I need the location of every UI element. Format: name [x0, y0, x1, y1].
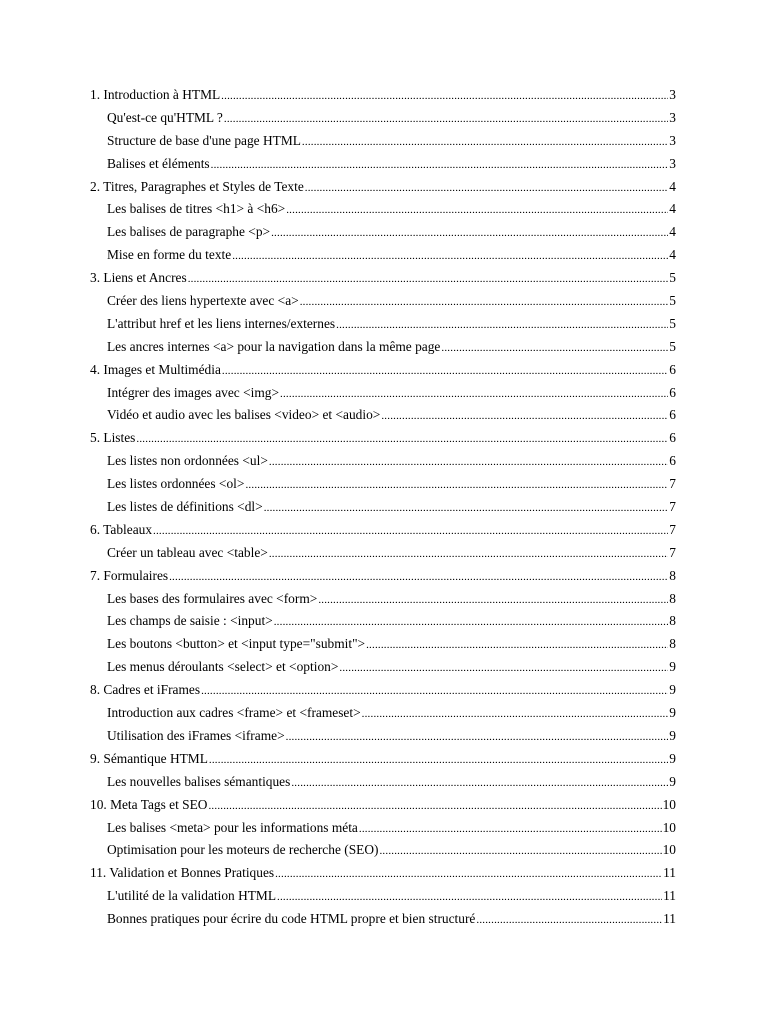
toc-entry-title: Vidéo et audio avec les balises <video> et <audio>	[107, 407, 381, 423]
toc-section-entry[interactable]	[90, 817, 676, 840]
toc-chapter-entry[interactable]	[90, 267, 676, 290]
dot-leader	[188, 268, 669, 291]
toc-section-entry[interactable]	[90, 473, 676, 496]
toc-entry-title: Créer un tableau avec <table>	[107, 544, 268, 560]
dot-leader	[274, 611, 669, 634]
dot-leader	[339, 657, 668, 680]
toc-entry-page-number: 9	[669, 682, 676, 698]
dot-leader	[211, 154, 669, 177]
toc-chapter-entry[interactable]	[90, 519, 676, 542]
toc-section-entry[interactable]	[90, 633, 676, 656]
toc-entry-page-number: 11	[663, 888, 676, 904]
toc-entry-page-number: 8	[669, 590, 676, 606]
toc-section-entry[interactable]	[90, 908, 676, 931]
dot-leader	[169, 566, 668, 589]
toc-entry-page-number: 7	[669, 544, 676, 560]
dot-leader	[245, 474, 668, 497]
dot-leader	[136, 428, 668, 451]
dot-leader	[476, 909, 662, 932]
dot-leader	[291, 772, 668, 795]
toc-entry-title: Mise en forme du texte	[107, 247, 232, 263]
toc-entry-title: 10. Meta Tags et SEO	[90, 796, 208, 812]
toc-section-entry[interactable]	[90, 588, 676, 611]
toc-entry-title: Créer des liens hypertexte avec <a>	[107, 293, 299, 309]
toc-entry-page-number: 11	[663, 865, 676, 881]
dot-leader	[305, 177, 669, 200]
dot-leader	[224, 108, 668, 131]
dot-leader	[359, 818, 662, 841]
dot-leader	[153, 520, 668, 543]
toc-entry-title: Les balises de paragraphe <p>	[107, 224, 271, 240]
toc-entry-page-number: 8	[669, 636, 676, 652]
dot-leader	[269, 451, 668, 474]
dot-leader	[318, 589, 668, 612]
dot-leader	[280, 383, 668, 406]
dot-leader	[379, 840, 661, 863]
toc-entry-title: Les ancres internes <a> pour la navigation dans la même page	[107, 338, 441, 354]
toc-entry-page-number: 4	[669, 247, 676, 263]
toc-chapter-entry[interactable]	[90, 679, 676, 702]
toc-entry-title: 6. Tableaux	[90, 521, 153, 537]
dot-leader	[362, 703, 669, 726]
dot-leader	[302, 131, 668, 154]
dot-leader	[336, 314, 668, 337]
toc-entry-page-number: 5	[669, 293, 676, 309]
toc-entry-page-number: 9	[669, 773, 676, 789]
toc-section-entry[interactable]	[90, 496, 676, 519]
toc-entry-page-number: 9	[669, 705, 676, 721]
dot-leader	[275, 863, 662, 886]
toc-section-entry[interactable]	[90, 839, 676, 862]
toc-entry-page-number: 3	[669, 87, 676, 102]
table-of-contents	[90, 84, 676, 931]
toc-section-entry[interactable]	[90, 244, 676, 267]
toc-entry-page-number: 7	[669, 521, 676, 537]
toc-chapter-entry[interactable]	[90, 748, 676, 771]
toc-section-entry[interactable]	[90, 382, 676, 405]
dot-leader	[222, 360, 668, 383]
toc-entry-page-number: 10	[662, 842, 676, 858]
toc-entry-title: L'utilité de la validation HTML	[107, 888, 277, 904]
dot-leader	[264, 497, 669, 520]
toc-entry-title: Qu'est-ce qu'HTML ?	[107, 109, 223, 125]
dot-leader	[269, 543, 668, 566]
toc-entry-page-number: 5	[669, 315, 676, 331]
toc-entry-title: 8. Cadres et iFrames	[90, 682, 201, 698]
dot-leader	[286, 199, 668, 222]
toc-entry-page-number: 3	[669, 155, 676, 171]
toc-entry-page-number: 6	[669, 361, 676, 377]
toc-entry-title: Les listes de définitions <dl>	[107, 499, 263, 515]
dot-leader	[441, 337, 668, 360]
toc-entry-page-number: 7	[669, 499, 676, 515]
dot-leader	[381, 405, 668, 428]
toc-section-entry[interactable]	[90, 450, 676, 473]
dot-leader	[221, 85, 668, 108]
toc-entry-title: 7. Formulaires	[90, 567, 169, 583]
toc-section-entry[interactable]	[90, 153, 676, 176]
toc-chapter-entry[interactable]	[90, 176, 676, 199]
toc-entry-page-number: 4	[669, 201, 676, 217]
toc-entry-page-number: 11	[663, 911, 676, 927]
toc-entry-title: Les menus déroulants <select> et <option>	[107, 659, 339, 675]
toc-entry-page-number: 9	[669, 750, 676, 766]
dot-leader	[201, 680, 668, 703]
dot-leader	[209, 749, 668, 772]
toc-entry-page-number: 7	[669, 476, 676, 492]
toc-entry-title: 1. Introduction à HTML	[90, 87, 221, 102]
toc-section-entry[interactable]	[90, 404, 676, 427]
toc-entry-title: Intégrer des images avec <img>	[107, 384, 280, 400]
toc-chapter-entry[interactable]	[90, 565, 676, 588]
toc-entry-page-number: 5	[669, 270, 676, 286]
toc-entry-page-number: 10	[662, 796, 676, 812]
dot-leader	[300, 291, 669, 314]
dot-leader	[208, 795, 661, 818]
toc-entry-title: 3. Liens et Ancres	[90, 270, 187, 286]
toc-entry-page-number: 3	[669, 109, 676, 125]
dot-leader	[286, 726, 669, 749]
toc-entry-page-number: 10	[662, 819, 676, 835]
toc-entry-page-number: 8	[669, 567, 676, 583]
dot-leader	[232, 245, 668, 268]
toc-entry-title: Balises et éléments	[107, 155, 210, 171]
toc-section-entry[interactable]	[90, 702, 676, 725]
toc-section-entry[interactable]	[90, 130, 676, 153]
toc-entry-page-number: 9	[669, 659, 676, 675]
toc-section-entry[interactable]	[90, 885, 676, 908]
toc-chapter-entry[interactable]	[90, 427, 676, 450]
toc-entry-title: Les boutons <button> et <input type="submit">	[107, 636, 366, 652]
toc-section-entry[interactable]	[90, 656, 676, 679]
toc-section-entry[interactable]	[90, 198, 676, 221]
toc-chapter-entry[interactable]	[90, 794, 676, 817]
toc-entry-page-number: 3	[669, 132, 676, 148]
toc-entry-title: Les listes non ordonnées <ul>	[107, 453, 268, 469]
toc-entry-page-number: 6	[669, 407, 676, 423]
dot-leader	[277, 886, 662, 909]
toc-entry-page-number: 5	[669, 338, 676, 354]
toc-section-entry[interactable]	[90, 107, 676, 130]
toc-section-entry[interactable]	[90, 725, 676, 748]
toc-entry-title: 9. Sémantique HTML	[90, 750, 208, 766]
toc-entry-title: 5. Listes	[90, 430, 136, 446]
toc-section-entry[interactable]	[90, 542, 676, 565]
toc-entry-page-number: 8	[669, 613, 676, 629]
toc-entry-page-number: 6	[669, 384, 676, 400]
dot-leader	[366, 634, 668, 657]
toc-entry-title: L'attribut href et les liens internes/externes	[107, 315, 336, 331]
toc-entry-title: 4. Images et Multimédia	[90, 361, 221, 377]
toc-entry-title: 2. Titres, Paragraphes et Styles de Texte	[90, 178, 304, 194]
toc-section-entry[interactable]	[90, 290, 676, 313]
toc-entry-title: Les listes ordonnées <ol>	[107, 476, 245, 492]
toc-entry-title: Utilisation des iFrames <iframe>	[107, 727, 285, 743]
toc-entry-title: Introduction aux cadres <frame> et <frameset>	[107, 705, 361, 721]
toc-entry-page-number: 6	[669, 430, 676, 446]
toc-section-entry[interactable]	[90, 336, 676, 359]
toc-entry-title: Bonnes pratiques pour écrire du code HTML propre et bien structuré	[107, 911, 476, 927]
toc-entry-title: 11. Validation et Bonnes Pratiques	[90, 865, 275, 881]
toc-section-entry[interactable]	[90, 313, 676, 336]
toc-entry-title: Optimisation pour les moteurs de recherche (SEO)	[107, 842, 379, 858]
dot-leader	[271, 222, 668, 245]
toc-entry-page-number: 9	[669, 727, 676, 743]
toc-entry-title: Les balises de titres <h1> à <h6>	[107, 201, 286, 217]
toc-entry-title: Structure de base d'une page HTML	[107, 132, 301, 148]
toc-entry-page-number: 4	[669, 224, 676, 240]
toc-chapter-entry[interactable]	[90, 862, 676, 885]
toc-entry-title: Les nouvelles balises sémantiques	[107, 773, 291, 789]
toc-entry-page-number: 4	[669, 178, 676, 194]
toc-chapter-entry[interactable]	[90, 359, 676, 382]
toc-entry-title: Les champs de saisie : <input>	[107, 613, 273, 629]
toc-entry-title: Les balises <meta> pour les informations méta	[107, 819, 358, 835]
toc-section-entry[interactable]	[90, 610, 676, 633]
toc-section-entry[interactable]	[90, 771, 676, 794]
toc-entry-title: Les bases des formulaires avec <form>	[107, 590, 318, 606]
toc-entry-page-number: 6	[669, 453, 676, 469]
toc-section-entry[interactable]	[90, 221, 676, 244]
toc-chapter-entry[interactable]	[90, 84, 676, 107]
